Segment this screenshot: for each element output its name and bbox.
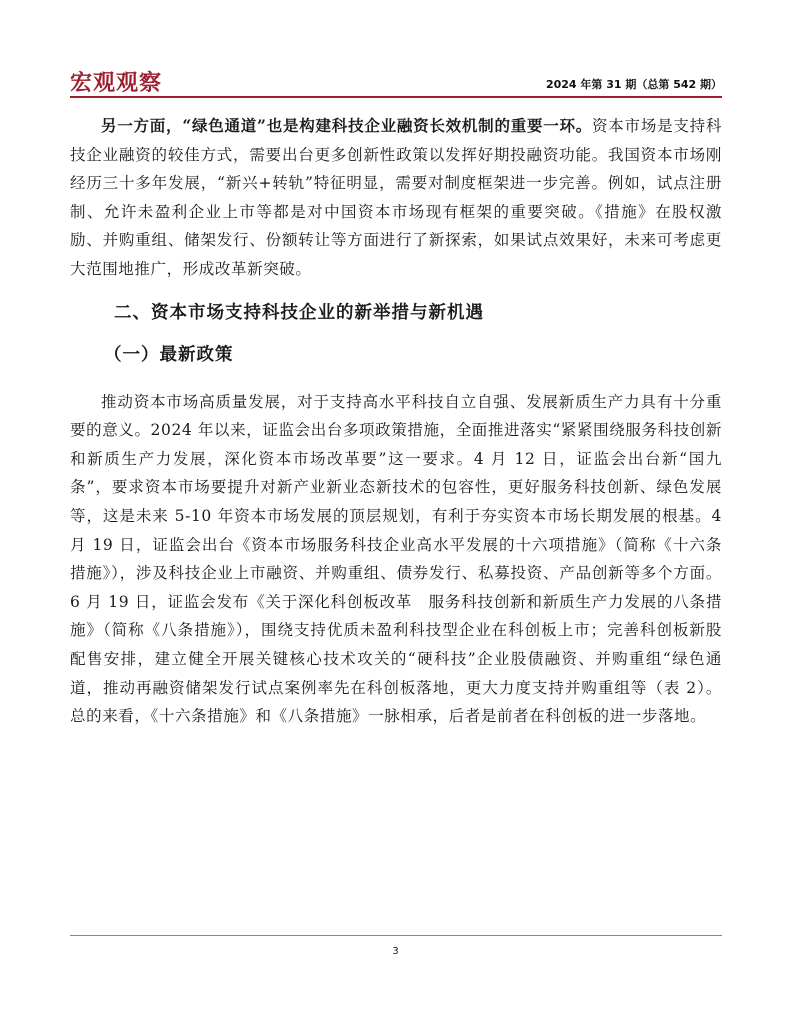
issue-number: 2024 年第 31 期（总第 542 期） xyxy=(545,78,722,91)
footer-divider xyxy=(70,935,722,936)
page-number: 3 xyxy=(392,946,399,957)
paragraph-lead-sentence: 另一方面，“绿色通道”也是构建科技企业融资长效机制的重要一环。 xyxy=(101,116,593,135)
document-body xyxy=(70,112,722,731)
section-heading: 二、资本市场支持科技企业的新举措与新机遇 xyxy=(114,302,484,323)
paragraph-body-text: 资本市场是支持科技企业融资的较佳方式，需要出台更多创新性政策以发挥好期投融资功能。我国资本市场刚经历三十多年发展，“新兴+转轨”特征明显，需要对制度框架进一步完善。例如，试点注册制、允许未盈利企业上市等都是对中国资本市场现有框架的重要突破。《措施》在股权激励、并购重组、储架发行、份额转让等方面进行了新探索，如果试点效果好，未来可考虑更大范围地推广，形成改革新突破。 xyxy=(70,117,722,278)
paragraph-latest-policy: 推动资本市场高质量发展，对于支持高水平科技自立自强、发展新质生产力具有十分重要的意义。2024 年以来，证监会出台多项政策措施，全面推进落实“紧紧围绕服务科技创新和新质生产力发展，深化资本市场改革要”这一要求。4 月 12 日，证监会出台新“国九条”，要求资本市场要提升对新产业新业态新技术的包容性，更好服务科技创新、绿色发展等，这是未来 5-10 年资本市场发展的顶层规划，有利于夯实资本市场长期发展的根基。4 月 19 日，证监会出台《资本市场服务科技企业高水平发展的十六项措施》（简称《十六条措施》），涉及科技企业上市融资、并购重组、债券发行、私募投资、产品创新等多个方面。6 月 19 日，证监会发布《关于深化科创板改革 服务科技创新和新质生产力发展的八条措施》（简称《八条措施》），围绕支持优质未盈利科技型企业在科创板上市；完善科创板新股配售安排，建立健全开展关键核心技术攻关的“硬科技”企业股债融资、并购重组“绿色通道，推动再融资储架发行试点案例率先在科创板落地，更大力度支持并购重组等（表 2）。总的来看，《十六条措施》和《八条措施》一脉相承，后者是前者在科创板的进一步落地。 xyxy=(70,392,722,726)
header-divider xyxy=(70,96,722,98)
publication-title: 宏观观察 xyxy=(70,71,163,96)
subsection-heading: （一）最新政策 xyxy=(104,344,234,365)
page-header xyxy=(70,62,722,106)
paragraph-green-channel xyxy=(70,112,722,284)
